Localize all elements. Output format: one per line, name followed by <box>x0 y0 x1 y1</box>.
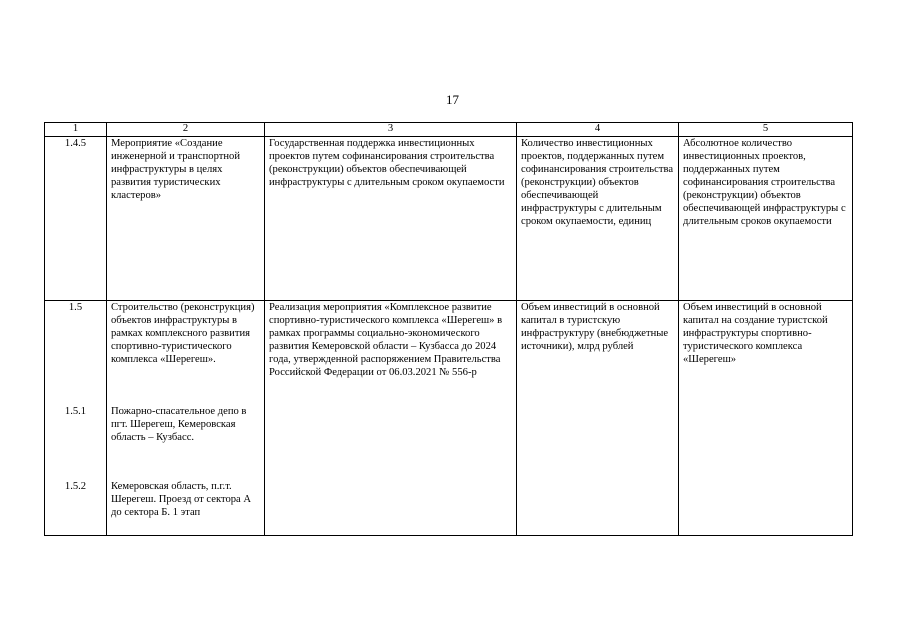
method-cell <box>679 137 853 301</box>
page-number: 17 <box>446 92 459 107</box>
task-cell <box>265 137 517 301</box>
indicator-cell <box>517 301 679 536</box>
indicator-text: Объем инвестиций в основной капитал в туристскую инфраструктуру (внебюджетные источники), млрд рублей <box>521 302 669 352</box>
row-number <box>45 137 107 301</box>
table-row <box>45 301 853 536</box>
task-text: Реализация мероприятия «Комплексное развитие спортивно-туристического комплекса «Шерегеш» в рамках программы социально-экономического развития Кемеровской области – Кузбасса до 2024 года, утвержденной распоряжением Правительства Российской Федерации от 06.03.2021 № 556-р <box>269 302 503 378</box>
event-sub-1-text: Пожарно-спасательное депо в пгт. Шерегеш, Кемеровская область – Кузбасс. <box>111 406 247 443</box>
method-text: Объем инвестиций в основной капитал на создание туристской инфраструктуры спортивно-туристического комплекса «Шерегеш» <box>683 302 828 365</box>
event-main-text: Строительство (реконструкция) объектов инфраструктуры в рамках комплексного развития спортивно-туристического комплекса «Шерегеш». <box>111 302 255 365</box>
event-cell <box>107 301 265 536</box>
method-cell <box>679 301 853 536</box>
header-col-4: 4 <box>517 123 679 137</box>
row-number-sub-2: 1.5.2 <box>64 481 87 492</box>
row-number <box>45 301 107 536</box>
method-text: Абсолютное количество инвестиционных проектов, поддержанных путем софинансирования строительства (реконструкции) объектов обеспечивающей инфраструктуры с длительным сроков окупаемости <box>683 138 846 227</box>
header-col-3: 3 <box>265 123 517 137</box>
header-col-1: 1 <box>45 123 107 137</box>
header-col-5: 5 <box>679 123 853 137</box>
task-text: Государственная поддержка инвестиционных проектов путем софинансирования строительства (реконструкции) объектов обеспечивающей инфраструктуры с длительным сроком окупаемости <box>269 138 505 188</box>
table-row <box>45 137 853 301</box>
task-cell <box>265 301 517 536</box>
row-number-sub-1: 1.5.1 <box>64 406 87 417</box>
indicator-cell <box>517 137 679 301</box>
event-sub-2-text: Кемеровская область, п.г.т. Шерегеш. Проезд от сектора А до сектора Б. 1 этап <box>111 481 252 518</box>
header-col-2: 2 <box>107 123 265 137</box>
event-cell <box>107 137 265 301</box>
table-header-row <box>45 123 853 137</box>
indicators-table <box>44 122 853 536</box>
row-number-text: 1.4.5 <box>64 138 87 149</box>
event-text: Мероприятие «Создание инженерной и транспортной инфраструктуры в целях развития туристических кластеров» <box>111 138 241 201</box>
indicator-text: Количество инвестиционных проектов, поддержанных путем софинансирования строительства (реконструкции) объектов обеспечивающей инфраструктуры с длительным сроком окупаемости, единиц <box>521 138 674 227</box>
row-number-main: 1.5 <box>68 302 83 313</box>
